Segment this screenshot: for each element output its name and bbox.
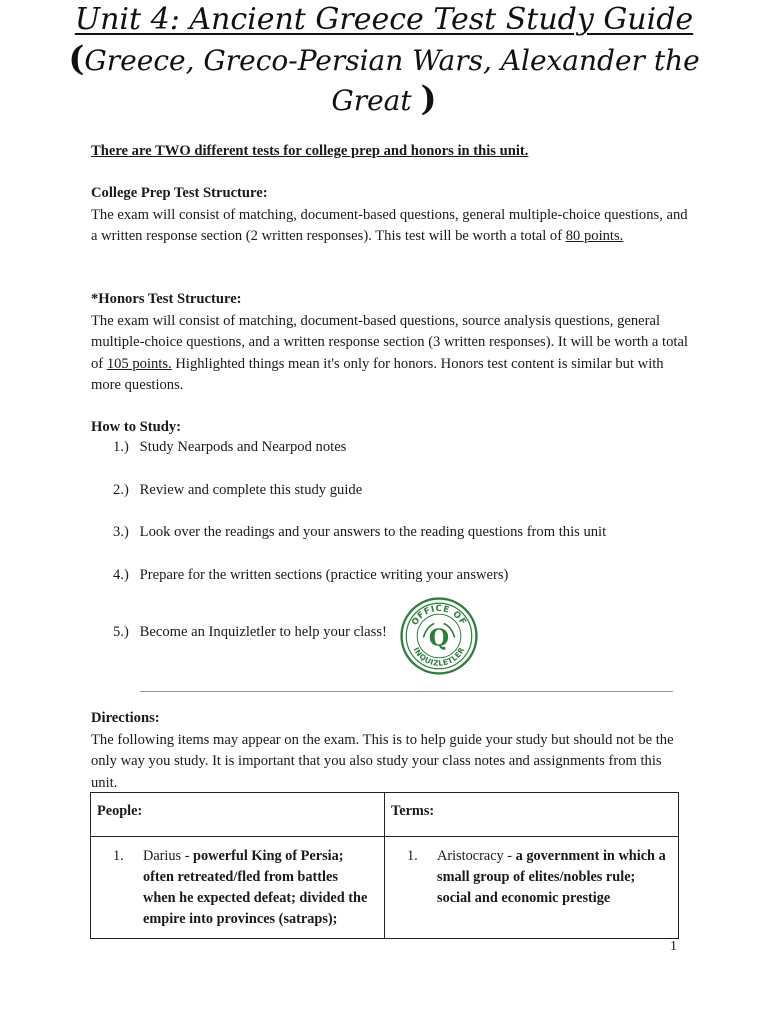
college-prep-section bbox=[91, 183, 691, 248]
page-number: 1 bbox=[670, 939, 677, 954]
section-divider bbox=[140, 691, 673, 692]
college-prep-points: 80 points. bbox=[565, 228, 624, 244]
svg-text:INQUIZLETLER: INQUIZLETLER bbox=[411, 645, 467, 668]
inquizletler-seal-logo bbox=[400, 597, 478, 675]
subtitle-close-paren: ) bbox=[420, 79, 437, 119]
terms-cell bbox=[385, 837, 679, 939]
college-prep-heading: College Prep Test Structure: bbox=[91, 185, 268, 201]
terms-column-header: Terms: bbox=[385, 793, 679, 837]
list-item: 1. Aristocracy - a government in which a small group of elites/nobles rule; social and economic prestige bbox=[407, 848, 666, 906]
people-terms-table bbox=[90, 792, 679, 939]
intro-line: There are TWO different tests for college prep and honors in this unit. bbox=[91, 143, 529, 159]
study-step: 3.) Look over the readings and your answers to the reading questions from this unit bbox=[113, 524, 607, 540]
how-to-study-heading: How to Study: bbox=[91, 419, 182, 435]
honors-text: The exam will consist of matching, document-based questions, source analysis questions, general multiple-choice questions, and a written response section (3 written responses). It will be worth a total of 105 points. Highlighted things mean it's only for honors. Honors test content is similar but with more questions. bbox=[91, 312, 688, 393]
document-title: Unit 4: Ancient Greece Test Study Guide bbox=[74, 2, 694, 37]
directions-text: The following items may appear on the exam. This is to help guide your study but should not be the only way you study. It is important that you also study your class notes and assignments from this unit. bbox=[91, 731, 674, 791]
honors-section bbox=[91, 289, 691, 397]
directions-section bbox=[91, 708, 691, 794]
college-prep-text: The exam will consist of matching, document-based questions, general multiple-choice questions, and a written response section (2 written responses). This test will be worth a total of 80 points. bbox=[91, 206, 688, 244]
study-step: 2.) Review and complete this study guide bbox=[113, 482, 363, 498]
honors-heading: *Honors Test Structure: bbox=[91, 291, 242, 307]
people-cell bbox=[91, 837, 385, 939]
svg-text:Q: Q bbox=[428, 623, 450, 652]
people-column-header: People: bbox=[91, 793, 385, 837]
svg-text:OFFICE OF: OFFICE OF bbox=[410, 604, 469, 628]
document-subtitle bbox=[0, 40, 768, 120]
study-step: 1.) Study Nearpods and Nearpod notes bbox=[113, 439, 347, 455]
directions-heading: Directions: bbox=[91, 710, 160, 726]
subtitle-open-paren: ( bbox=[68, 39, 85, 79]
study-step: 4.) Prepare for the written sections (practice writing your answers) bbox=[113, 567, 509, 583]
list-item: 1. Darius - powerful King of Persia; often retreated/fled from battles when he expected defeat; divided the empire into provinces (satraps); bbox=[113, 848, 368, 927]
study-step: 5.) Become an Inquizletler to help your class! bbox=[113, 624, 387, 640]
subtitle-text: Greece, Greco-Persian Wars, Alexander the Great bbox=[84, 44, 700, 117]
honors-points: 105 points. bbox=[106, 355, 172, 372]
